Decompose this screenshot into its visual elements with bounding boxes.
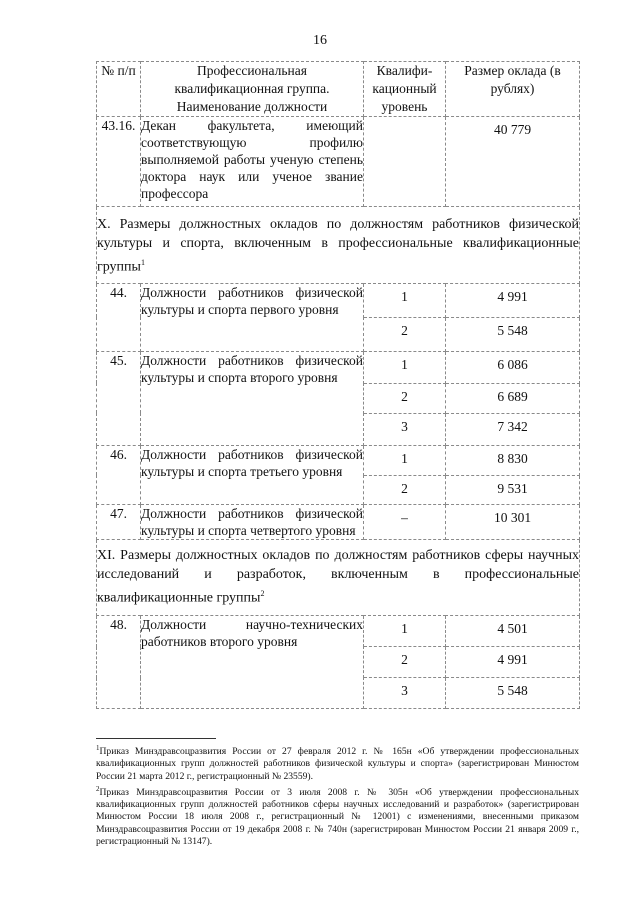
- row-salary: 6 689: [446, 383, 580, 413]
- row-salary: 40 779: [446, 117, 580, 207]
- row-salary: 4 501: [446, 616, 580, 647]
- row-level: 1: [364, 283, 446, 317]
- row-name: Декан факультета, имеющий соответствующую профилю выполняемой работы ученую степень доктора наук или ученое звание профессора: [141, 117, 364, 207]
- row-level: 2: [364, 647, 446, 678]
- row-name: Должности работников физической культуры и спорта первого уровня: [141, 283, 364, 351]
- row-salary: 7 342: [446, 413, 580, 445]
- section-heading: [97, 539, 580, 616]
- row-num: 48.: [97, 616, 141, 709]
- row-num: 47.: [97, 504, 141, 539]
- table-row: [97, 117, 580, 207]
- row-salary: 10 301: [446, 504, 580, 539]
- row-level: [364, 117, 446, 207]
- row-name: Должности работников физической культуры и спорта четвертого уровня: [141, 505, 363, 538]
- header-num: № п/п: [97, 62, 141, 117]
- footnote-ref: 1: [140, 258, 145, 267]
- footnote-2: [96, 783, 579, 848]
- row-level: 2: [364, 383, 446, 413]
- row-salary: 6 086: [446, 351, 580, 383]
- header-level: Квалифи- кационный уровень: [364, 62, 446, 117]
- row-level: 1: [364, 616, 446, 647]
- row-name: Должности научно-технических работников второго уровня: [141, 616, 364, 709]
- row-level: 1: [364, 351, 446, 383]
- page-number: 16: [313, 33, 327, 48]
- row-salary: 5 548: [446, 678, 580, 709]
- table-header-row: [97, 62, 580, 117]
- header-name: Профессиональная квалификационная группа. Наименование должности: [141, 62, 364, 117]
- table-row: [97, 445, 580, 475]
- table-row: [97, 616, 580, 647]
- footnote-2-ref: 2: [96, 784, 100, 793]
- row-level: 3: [364, 413, 446, 445]
- footnote-ref: 2: [260, 588, 265, 598]
- row-level: 1: [364, 445, 446, 475]
- row-level: 2: [364, 317, 446, 351]
- row-salary: 4 991: [446, 283, 580, 317]
- footnote-divider: [96, 738, 216, 739]
- row-level: 2: [364, 475, 446, 504]
- row-level: 3: [364, 678, 446, 709]
- row-num: 43.16.: [97, 117, 141, 207]
- table-row: [97, 504, 580, 539]
- section-x-text: X. Размеры должностных окладов по должностям работников физической культуры и спорта, включенным в профессиональные квалификационные группы: [97, 217, 579, 275]
- section-heading: [97, 207, 580, 284]
- header-salary: Размер оклада (в рублях): [446, 62, 580, 117]
- row-name: Должности работников физической культуры и спорта третьего уровня: [141, 445, 364, 504]
- row-num: 45.: [97, 351, 141, 445]
- footnotes: [96, 738, 579, 848]
- row-salary: 8 830: [446, 445, 580, 475]
- row-level: –: [364, 504, 446, 539]
- row-salary: 9 531: [446, 475, 580, 504]
- table-row: [97, 283, 580, 317]
- footnote-1-ref: 1: [96, 744, 100, 752]
- row-name: Должности работников физической культуры и спорта второго уровня: [141, 351, 364, 445]
- row-num: 46.: [97, 445, 141, 504]
- row-salary: 4 991: [446, 647, 580, 678]
- section-xi-text: XI. Размеры должностных окладов по должностям работников сферы научных исследований и разработок, включенным в профессиональные квалификационные группы: [97, 547, 579, 606]
- footnote-1-text: Приказ Минздравсоцразвития России от 27 февраля 2012 г. № 165н «Об утверждении профессиональных квалификационных групп должностей работников физической культуры и спорта» (зарегистрирован Минюстом России 21 марта 2012 г., регистрационный № 23559).: [96, 746, 579, 782]
- footnote-1: [96, 742, 579, 783]
- salary-table: [96, 61, 580, 709]
- table-row: [97, 351, 580, 383]
- footnote-2-text: Приказ Минздравсоцразвития России от 3 июля 2008 г. № 305н «Об утверждении профессиональных квалификационных групп должностей работников сферы научных исследований и разработок» (зарегистрирован Минюстом России 18 июля 2008 г., регистрационный № 12001) с изменениями, внесенными приказом Минздравсоцразвития России от 19 декабря 2008 г. № 740н (зарегистрирован Минюстом России 21 января 2009 г., регистрационный № 13147).: [96, 786, 579, 847]
- row-num: 44.: [97, 283, 141, 351]
- row-salary: 5 548: [446, 317, 580, 351]
